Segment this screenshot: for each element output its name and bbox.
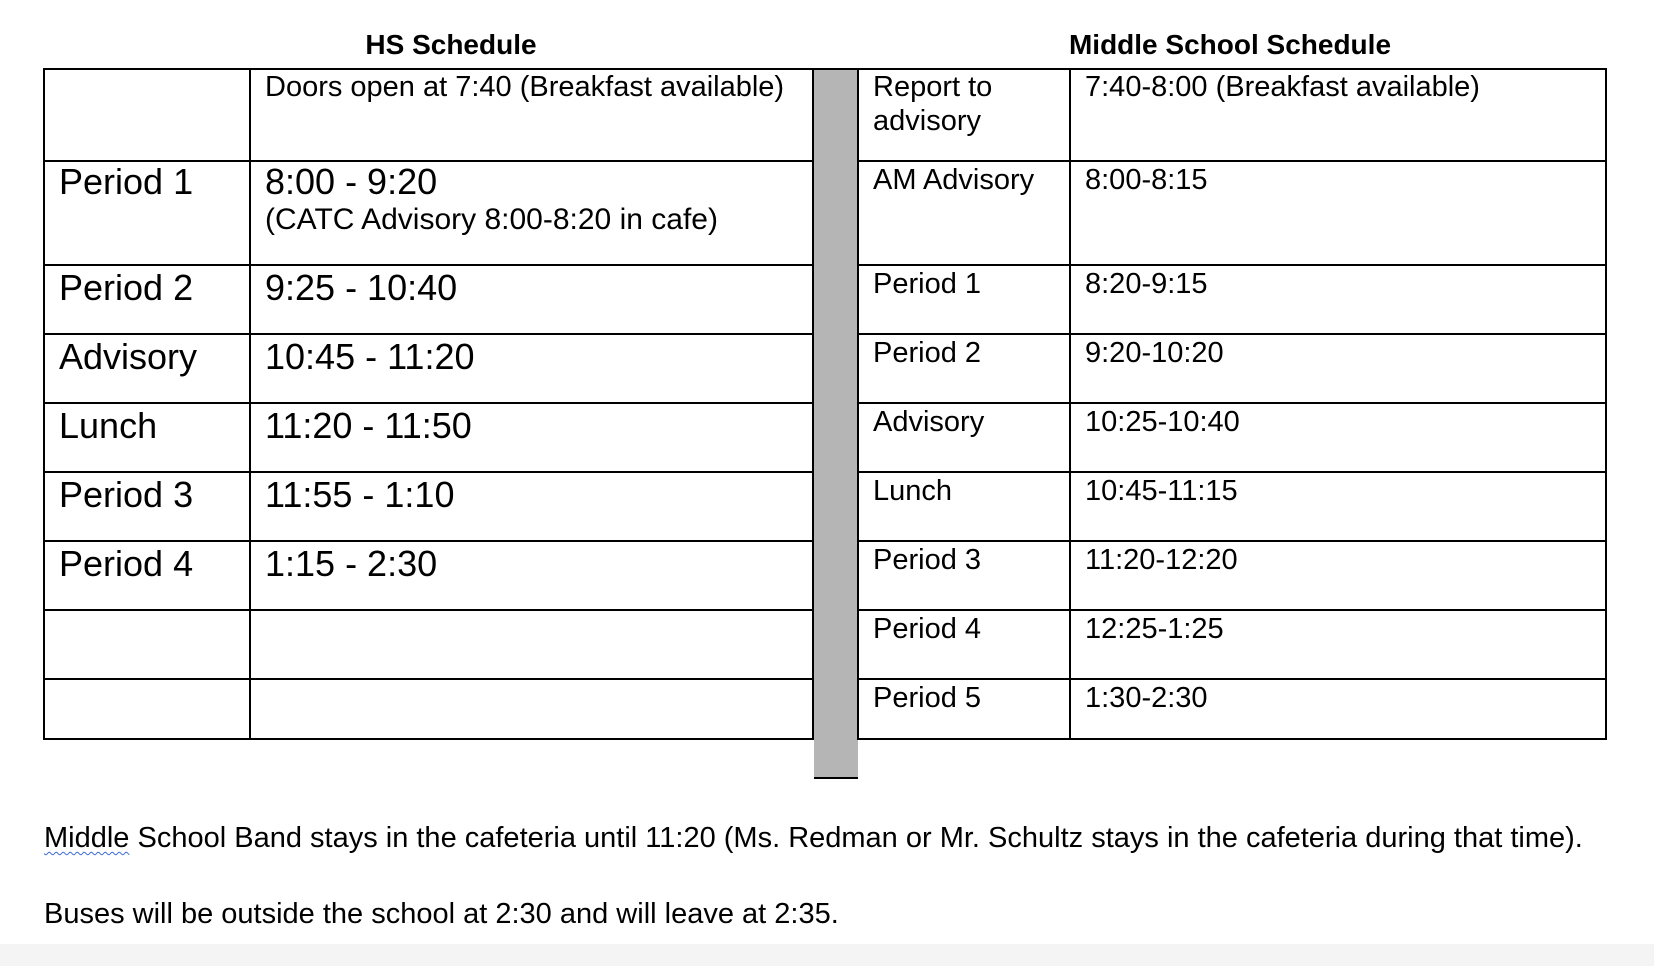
table-row	[858, 679, 1606, 739]
ms-label-cell: Period 4	[858, 610, 1070, 679]
table-row	[858, 69, 1606, 161]
hs-label-cell: Period 1	[44, 161, 250, 265]
hs-time-cell: 11:55 - 1:10	[250, 472, 813, 541]
hs-doors-open-cell: Doors open at 7:40 (Breakfast available)	[250, 69, 813, 161]
ms-time-cell: 9:20-10:20	[1070, 334, 1606, 403]
hs-time-cell: 10:45 - 11:20	[250, 334, 813, 403]
table-row	[858, 541, 1606, 610]
ms-time-cell: 10:45-11:15	[1070, 472, 1606, 541]
ms-label-cell: Period 5	[858, 679, 1070, 739]
band-note-text: School Band stays in the cafeteria until 11:20 (Ms. Redman or Mr. Schultz stays in the cafeteria during that time).	[129, 822, 1583, 854]
ms-label-cell: Period 3	[858, 541, 1070, 610]
ms-time-cell: 8:00-8:15	[1070, 161, 1606, 265]
hs-time-cell: 1:15 - 2:30	[250, 541, 813, 610]
hs-schedule-table	[43, 68, 814, 740]
page-footer-strip	[0, 944, 1654, 966]
ms-label-cell: Period 2	[858, 334, 1070, 403]
table-row	[858, 403, 1606, 472]
hs-time-cell: 11:20 - 11:50	[250, 403, 813, 472]
ms-time-cell: 11:20-12:20	[1070, 541, 1606, 610]
ms-label-cell: Advisory	[858, 403, 1070, 472]
table-row	[44, 69, 813, 161]
table-row	[858, 472, 1606, 541]
hs-label-cell: Period 2	[44, 265, 250, 334]
table-row	[44, 161, 813, 265]
hs-time-cell	[250, 161, 813, 265]
ms-label-cell: Period 1	[858, 265, 1070, 334]
ms-label-cell: Report to advisory	[858, 69, 1070, 161]
ms-time-cell: 7:40-8:00 (Breakfast available)	[1070, 69, 1606, 161]
hs-label-cell: Period 3	[44, 472, 250, 541]
hs-time-cell: 9:25 - 10:40	[250, 265, 813, 334]
hs-period1-time: 8:00 - 9:20	[265, 161, 438, 202]
hs-empty-cell	[44, 679, 250, 739]
table-row	[858, 265, 1606, 334]
ms-time-cell: 8:20-9:15	[1070, 265, 1606, 334]
ms-time-cell: 1:30-2:30	[1070, 679, 1606, 739]
hs-label-cell: Advisory	[44, 334, 250, 403]
table-row	[858, 334, 1606, 403]
ms-time-cell: 10:25-10:40	[1070, 403, 1606, 472]
bus-note: Buses will be outside the school at 2:30 and will leave at 2:35.	[44, 898, 839, 930]
band-note	[44, 820, 1583, 856]
table-row	[44, 679, 813, 739]
spellcheck-word: Middle	[44, 822, 130, 854]
table-divider	[814, 68, 858, 779]
hs-catc-advisory-note: (CATC Advisory 8:00-8:20 in cafe)	[265, 203, 718, 236]
table-row	[44, 472, 813, 541]
table-row	[858, 610, 1606, 679]
ms-time-cell: 12:25-1:25	[1070, 610, 1606, 679]
hs-schedule-title: HS Schedule	[365, 29, 537, 60]
ms-schedule-title: Middle School Schedule	[1068, 29, 1392, 60]
hs-empty-cell	[44, 610, 250, 679]
hs-empty-cell	[250, 610, 813, 679]
hs-label-cell: Lunch	[44, 403, 250, 472]
ms-label-cell: Lunch	[858, 472, 1070, 541]
table-row	[44, 265, 813, 334]
table-row	[44, 334, 813, 403]
ms-label-cell: AM Advisory	[858, 161, 1070, 265]
ms-schedule-table	[857, 68, 1607, 740]
table-row	[44, 541, 813, 610]
hs-label-cell	[44, 69, 250, 161]
hs-label-cell: Period 4	[44, 541, 250, 610]
hs-empty-cell	[250, 679, 813, 739]
table-row	[44, 403, 813, 472]
table-row	[858, 161, 1606, 265]
table-row	[44, 610, 813, 679]
